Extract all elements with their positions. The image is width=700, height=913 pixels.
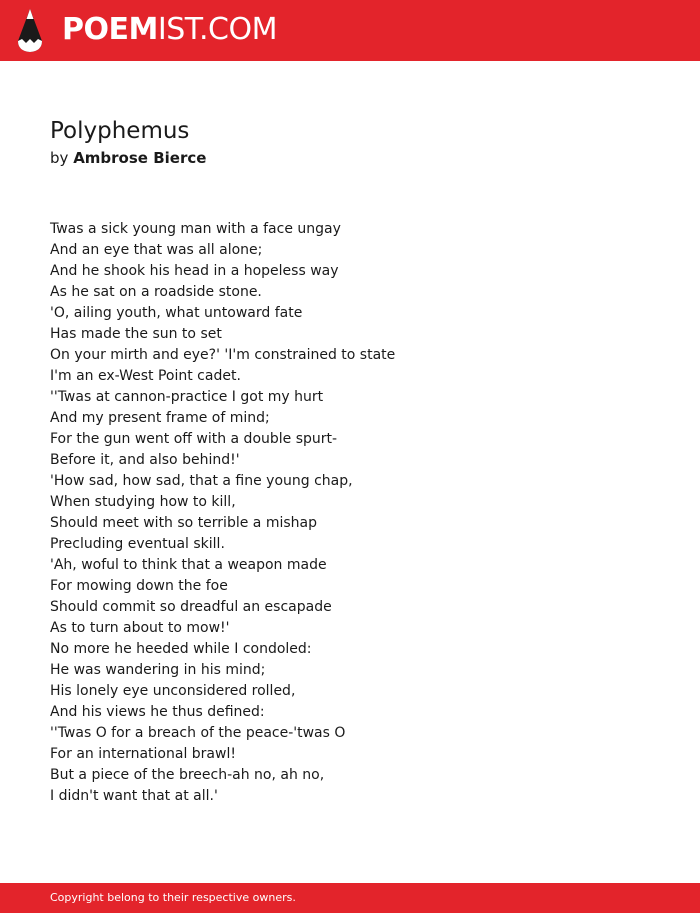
poem-line: As he sat on a roadside stone.: [50, 284, 262, 300]
poem-line: 'Ah, woful to think that a weapon made: [50, 557, 327, 573]
poem-line: Should commit so dreadful an escapade: [50, 599, 332, 615]
poem-line: For mowing down the foe: [50, 578, 228, 594]
author-name: Ambrose Bierce: [73, 149, 207, 167]
poem-line: Should meet with so terrible a mishap: [50, 515, 317, 531]
logo-light-text: IST.COM: [157, 12, 277, 47]
poem-line: And he shook his head in a hopeless way: [50, 263, 339, 279]
poem-line: As to turn about to mow!': [50, 620, 230, 636]
poem-line: I'm an ex-West Point cadet.: [50, 368, 241, 384]
poem-line: Twas a sick young man with a face ungay: [50, 221, 341, 237]
poem-title: Polyphemus: [50, 118, 190, 144]
logo-bold-text: POEM: [62, 12, 158, 47]
poem-line: Has made the sun to set: [50, 326, 222, 342]
poem-line: For an international brawl!: [50, 746, 236, 762]
poem-line: I didn't want that at all.': [50, 788, 218, 804]
site-logo[interactable]: [62, 12, 277, 48]
site-footer: [0, 883, 700, 913]
poem-line: For the gun went off with a double spurt-: [50, 431, 338, 447]
poem-line: But a piece of the breech-ah no, ah no,: [50, 767, 325, 783]
poem-line: ''Twas O for a breach of the peace-'twas O: [50, 725, 346, 741]
poem-line: And an eye that was all alone;: [50, 242, 263, 258]
poem-line: When studying how to kill,: [50, 494, 236, 510]
poem-line: Precluding eventual skill.: [50, 536, 225, 552]
poem-line: On your mirth and eye?' 'I'm constrained to state: [50, 347, 396, 363]
poem-line: His lonely eye unconsidered rolled,: [50, 683, 296, 699]
poem-line: And his views he thus defined:: [50, 704, 265, 720]
poem-body: [50, 219, 670, 807]
pencil-tip-icon[interactable]: [16, 9, 44, 53]
poem-line: 'O, ailing youth, what untoward fate: [50, 305, 303, 321]
poem-line: No more he heeded while I condoled:: [50, 641, 312, 657]
poem-line: 'How sad, how sad, that a fine young chap,: [50, 473, 353, 489]
copyright-text: Copyright belong to their respective owners.: [50, 891, 296, 904]
poem-line: And my present frame of mind;: [50, 410, 270, 426]
byline-prefix: by: [50, 149, 69, 167]
byline: [50, 148, 206, 169]
poem-line: Before it, and also behind!': [50, 452, 240, 468]
poem-line: ''Twas at cannon-practice I got my hurt: [50, 389, 324, 405]
site-header: [0, 0, 700, 61]
poem-line: He was wandering in his mind;: [50, 662, 266, 678]
